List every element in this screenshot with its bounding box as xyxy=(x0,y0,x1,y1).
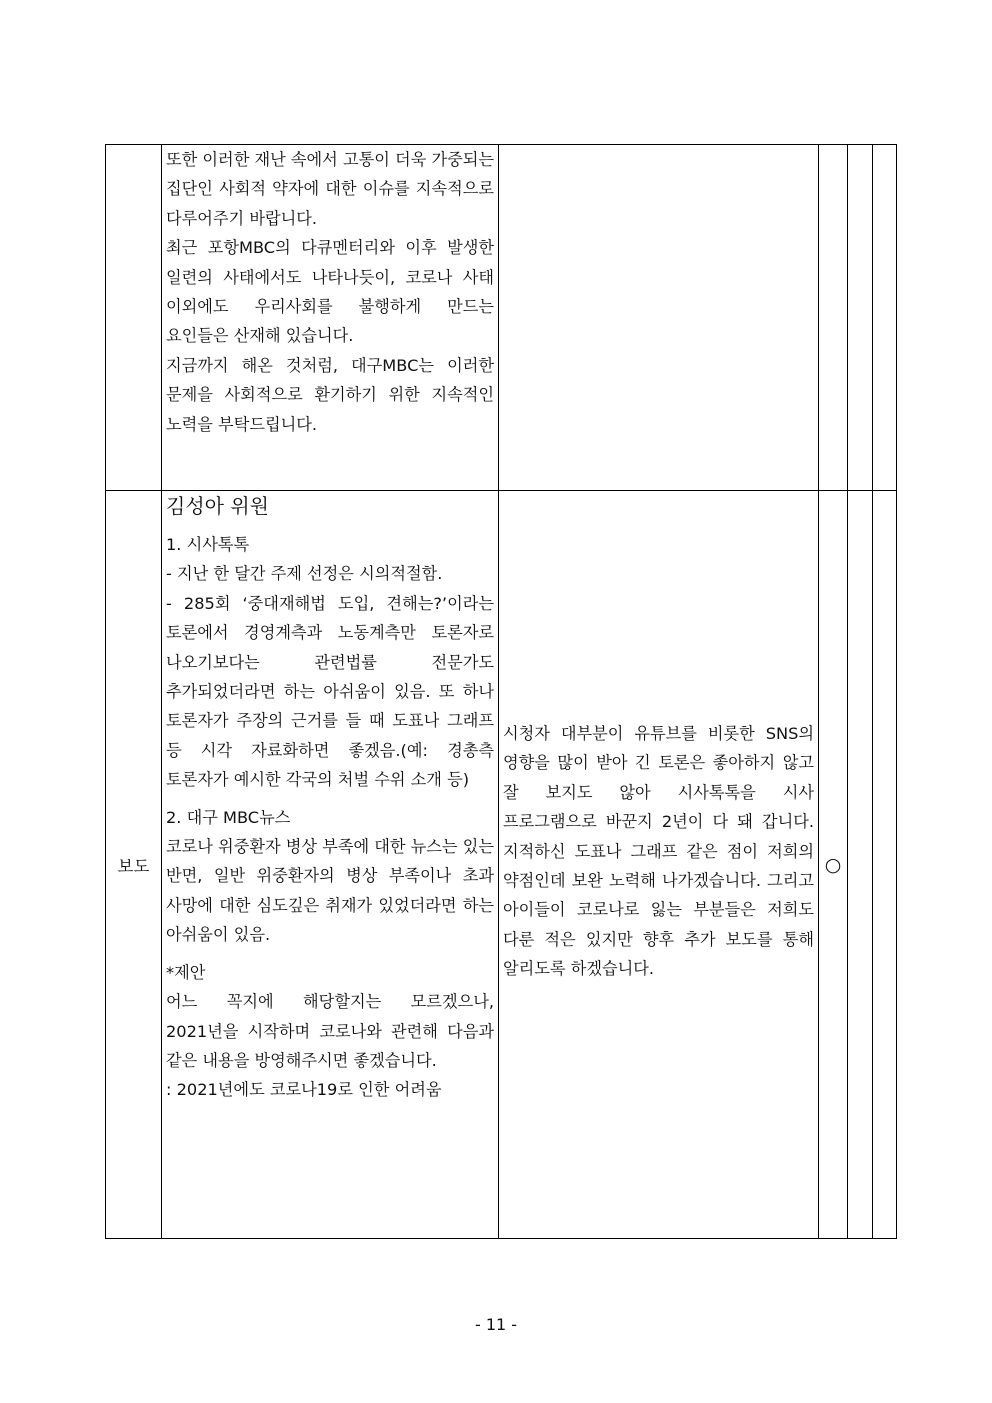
reply-cell xyxy=(499,145,819,491)
check-cell xyxy=(848,145,873,491)
opinion-paragraph: 최근 포항MBC의 다큐멘터리와 이후 발생한 일련의 사태에서도 나타나듯이, 코로나 사태 이외에도 우리사회를 불행하게 만드는 요인들은 산재해 있습니다. xyxy=(166,238,494,346)
section-item: - 지난 한 달간 주제 선정은 시의적절함. xyxy=(166,564,443,584)
section-title: 2. 대구 MBC뉴스 xyxy=(166,807,291,827)
category-cell: 보도 xyxy=(106,491,162,1239)
check-cell xyxy=(873,491,897,1239)
section-item: - 285회 ‘중대재해법 도입, 견해는?’이라는 토론에서 경영계측과 노동계측만 토론자로 나오기보다는 관련법률 전문가도 추가되었더라면 하는 아쉬움이 있음. 또 하나 토론자가 주장의 근거를 들 때 도표나 그래프 등 시각 자료화하면 좋겠음.(예: 경총측 토론자가 예시한 각국의 처벌 수위 소개 등) xyxy=(166,593,494,790)
check-cell xyxy=(873,145,897,491)
check-cell xyxy=(848,491,873,1239)
reply-cell xyxy=(499,491,819,1239)
opinion-paragraph: 또한 이러한 재난 속에서 고통이 더욱 가중되는 집단인 사회적 약자에 대한 이슈를 지속적으로 다루어주기 바랍니다. xyxy=(166,150,494,228)
table-row xyxy=(106,145,897,491)
table-row xyxy=(106,491,897,1239)
member-name: 김성아 위원 xyxy=(166,494,269,518)
check-mark: ○ xyxy=(819,491,848,1239)
opinion-cell xyxy=(162,145,499,491)
proposal-detail: : 2021년에도 코로나19로 인한 어려움 xyxy=(166,1080,442,1100)
proposal-text: 어느 꼭지에 해당할지는 모르겠으나, 2021년을 시작하며 코로나와 관련해 다음과 같은 내용을 방영해주시면 좋겠습니다. xyxy=(166,992,494,1070)
opinion-cell xyxy=(162,491,499,1239)
page-number: - 11 - xyxy=(474,1315,518,1334)
reply-text: 시청자 대부분이 유튜브를 비롯한 SNS의 영향을 많이 받아 긴 토론은 좋아하지 않고 잘 보지도 않아 시사톡톡을 시사 프로그램으로 바꾼지 2년이 다 돼 갑니다. 지적하신 도표나 그래프 같은 점이 저희의 약점인데 보완 노력해 나가겠습니다. 그리고 아이들이 코로나로 잃는 부분들은 저희도 다룬 적은 있지만 향후 추가 보도를 통해 알리도록 하겠습니다. xyxy=(503,724,814,979)
category-cell xyxy=(106,145,162,491)
review-table xyxy=(105,144,897,1239)
check-cell xyxy=(819,145,848,491)
proposal-title: *제안 xyxy=(166,962,206,982)
section-title: 1. 시사톡톡 xyxy=(166,535,250,554)
section-text: 코로나 위중환자 병상 부족에 대한 뉴스는 있는 반면, 일반 위중환자의 병상 부족이나 초과 사망에 대한 심도깊은 취재가 있었더라면 하는 아쉬움이 있음. xyxy=(166,837,494,945)
opinion-paragraph: 지금까지 해온 것처럼, 대구MBC는 이러한 문제을 사회적으로 환기하기 위한 지속적인 노력을 부탁드립니다. xyxy=(166,355,494,434)
